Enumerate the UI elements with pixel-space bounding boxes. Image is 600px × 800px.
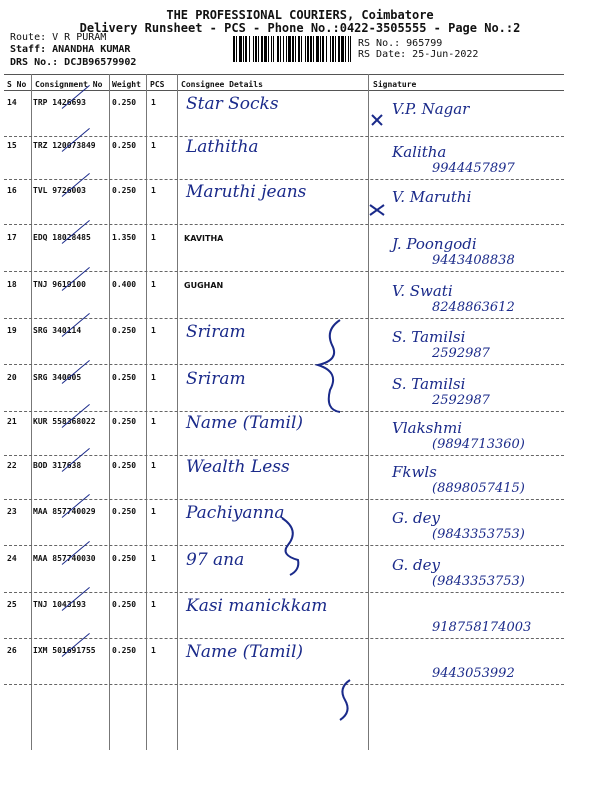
row-pcs: 1 — [151, 373, 156, 382]
row-weight: 0.250 — [112, 141, 137, 150]
row-pcs: 1 — [151, 507, 156, 516]
row-pcs: 1 — [151, 233, 156, 242]
row-sno: 16 — [7, 186, 17, 195]
row-handwritten-name: Maruthi jeans — [186, 182, 307, 202]
row-consignment-no: MAA 857740030 — [33, 554, 96, 563]
row-sno: 24 — [7, 554, 17, 563]
col-consignment-header: Consignment No — [35, 80, 103, 89]
row-handwritten-phone: (9843353753) — [432, 527, 525, 542]
route-label: Route: V R PURAM — [10, 32, 107, 43]
row-handwritten-signature: V.P. Nagar — [392, 100, 470, 118]
row-weight: 0.250 — [112, 373, 137, 382]
row-handwritten-name: Sriram — [186, 322, 246, 342]
row-pcs: 1 — [151, 646, 156, 655]
row-consignment-no: EDQ 18028485 — [33, 233, 91, 242]
row-handwritten-signature: S. Tamilsi — [392, 328, 466, 346]
row-consignment-no: TNJ 1043193 — [33, 600, 86, 609]
row-consignment-no: KUR 558368022 — [33, 417, 96, 426]
row-handwritten-signature: V. Swati — [392, 282, 453, 300]
row-sno: 17 — [7, 233, 17, 242]
row-sno: 14 — [7, 98, 17, 107]
row-sno: 20 — [7, 373, 17, 382]
row-consignment-no: TRZ 120073849 — [33, 141, 96, 150]
row-pcs: 1 — [151, 280, 156, 289]
document-subtitle: Delivery Runsheet - PCS - Phone No.:0422-3505555 - Page No.:2 — [79, 21, 521, 35]
row-pcs: 1 — [151, 461, 156, 470]
row-handwritten-signature: Vlakshmi — [392, 419, 463, 437]
row-consignee: KAVITHA — [184, 234, 224, 243]
row-pcs: 1 — [151, 600, 156, 609]
row-weight: 0.250 — [112, 417, 137, 426]
row-pcs: 1 — [151, 417, 156, 426]
row-consignment-no: SRG 340114 — [33, 326, 82, 335]
row-handwritten-phone: 9443408838 — [432, 253, 515, 268]
row-weight: 0.250 — [112, 554, 137, 563]
staff-label: Staff: ANANDHA KUMAR — [10, 44, 131, 55]
row-handwritten-name: 97 ana — [186, 550, 245, 570]
row-pcs: 1 — [151, 98, 156, 107]
row-weight: 0.250 — [112, 507, 137, 516]
row-handwritten-name: Star Socks — [186, 94, 279, 114]
row-consignment-no: IXM 501691755 — [33, 646, 96, 655]
row-handwritten-signature: G. dey — [392, 509, 440, 527]
row-sno: 18 — [7, 280, 17, 289]
row-weight: 0.250 — [112, 98, 137, 107]
row-pcs: 1 — [151, 554, 156, 563]
row-consignment-no: TRP 1426693 — [33, 98, 86, 107]
row-consignment-no: SRG 340005 — [33, 373, 82, 382]
row-consignment-no: TNJ 9619100 — [33, 280, 86, 289]
row-handwritten-name: Wealth Less — [186, 457, 290, 477]
document-title: THE PROFESSIONAL COURIERS, Coimbatore — [166, 8, 434, 22]
row-sno: 26 — [7, 646, 17, 655]
row-handwritten-phone: (9894713360) — [432, 437, 525, 452]
row-handwritten-name: Name (Tamil) — [186, 642, 304, 662]
col-pcs-header: PCS — [150, 80, 165, 89]
row-weight: 0.250 — [112, 461, 137, 470]
row-handwritten-phone: 2592987 — [432, 346, 490, 361]
row-handwritten-phone: 9443053992 — [432, 666, 515, 681]
row-handwritten-phone: 9944457897 — [432, 161, 515, 176]
col-signature-header: Signature — [373, 80, 417, 89]
row-handwritten-signature: Fkwls — [392, 463, 437, 481]
row-handwritten-name: Lathitha — [186, 137, 259, 157]
row-weight: 0.250 — [112, 646, 137, 655]
rs-number: RS No.: 965799 — [358, 38, 443, 49]
row-pcs: 1 — [151, 141, 156, 150]
row-sno: 22 — [7, 461, 17, 470]
row-sno: 15 — [7, 141, 17, 150]
row-sno: 25 — [7, 600, 17, 609]
row-handwritten-phone: (9843353753) — [432, 574, 525, 589]
row-consignee: GUGHAN — [184, 281, 224, 290]
row-handwritten-name: Name (Tamil) — [186, 413, 304, 433]
rs-date: RS Date: 25-Jun-2022 — [358, 49, 479, 60]
row-handwritten-phone: (8898057415) — [432, 481, 525, 496]
row-weight: 0.400 — [112, 280, 137, 289]
row-handwritten-name: Kasi manickkam — [186, 596, 328, 616]
row-handwritten-phone: 2592987 — [432, 393, 490, 408]
row-handwritten-name: Pachiyanna — [186, 503, 285, 523]
row-weight: 0.250 — [112, 186, 137, 195]
row-handwritten-signature: V. Maruthi — [392, 188, 472, 206]
drs-number: DRS No.: DCJB96579902 — [10, 57, 137, 68]
row-handwritten-signature: G. dey — [392, 556, 440, 574]
row-pcs: 1 — [151, 186, 156, 195]
row-pcs: 1 — [151, 326, 156, 335]
row-handwritten-signature: S. Tamilsi — [392, 375, 466, 393]
row-weight: 1.350 — [112, 233, 137, 242]
row-consignment-no: TVL 9726003 — [33, 186, 86, 195]
col-weight-header: Weight — [112, 80, 141, 89]
row-weight: 0.250 — [112, 600, 137, 609]
row-handwritten-signature: J. Poongodi — [392, 235, 477, 253]
row-handwritten-signature: Kalitha — [392, 143, 447, 161]
row-consignment-no: MAA 857740029 — [33, 507, 96, 516]
col-sno-header: S No — [7, 80, 27, 89]
row-weight: 0.250 — [112, 326, 137, 335]
row-sno: 19 — [7, 326, 17, 335]
row-sno: 21 — [7, 417, 17, 426]
row-handwritten-phone: 918758174003 — [432, 620, 532, 635]
row-sno: 23 — [7, 507, 17, 516]
row-handwritten-name: Sriram — [186, 369, 246, 389]
col-consignee-header: Consignee Details — [181, 80, 263, 89]
row-consignment-no: BOD 317638 — [33, 461, 82, 470]
row-handwritten-phone: 8248863612 — [432, 300, 515, 315]
